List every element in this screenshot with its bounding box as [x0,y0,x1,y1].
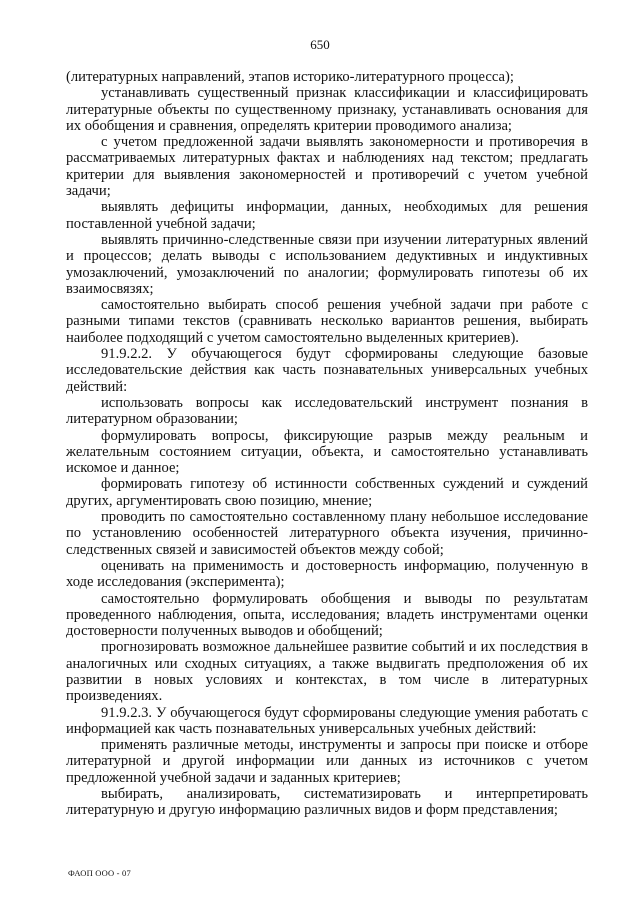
paragraph: прогнозировать возможное дальнейшее развитие событий и их последствия в аналогичных или сходных ситуациях, а также выдвигать предположения об их развитии в новых условиях и контекстах, в том числе в литературных произведениях. [66,639,588,705]
paragraph: применять различные методы, инструменты и запросы при поиске и отборе литературной и другой информации или данных из источников с учетом предложенной учебной задачи и заданных критериев; [66,737,588,786]
paragraph: формировать гипотезу об истинности собственных суждений и суждений других, аргументировать свою позицию, мнение; [66,476,588,509]
paragraph: самостоятельно формулировать обобщения и выводы по результатам проведенного наблюдения, опыта, исследования; владеть инструментами оценки достоверности полученных выводов и обобщений; [66,590,588,640]
paragraph: оценивать на применимость и достоверность информацию, полученную в ходе исследования (эксперимента); [66,557,588,591]
paragraph: проводить по самостоятельно составленному плану небольшое исследование по установлению особенностей литературного объекта изучения, причинно-следственных связей и зависимостей объектов между собой; [66,509,588,558]
footer-code: ФАОП ООО - 07 [68,868,131,878]
section-paragraph: 91.9.2.2. У обучающегося будут сформированы следующие базовые исследовательские действия как часть познавательных универсальных учебных действий: [66,346,588,395]
paragraph: выбирать, анализировать, систематизировать и интерпретировать литературную и другую информацию различных видов и форм представления; [66,786,588,819]
paragraph: (литературных направлений, этапов историко-литературного процесса); [66,69,514,85]
page-number: 650 [310,37,330,52]
paragraph: использовать вопросы как исследовательский инструмент познания в литературном образовании; [66,394,588,428]
section-paragraph: 91.9.2.3. У обучающегося будут сформированы следующие умения работать с информацией как часть познавательных универсальных учебных действий: [66,704,588,737]
paragraph: выявлять причинно-следственные связи при изучении литературных явлений и процессов; делать выводы с использованием дедуктивных и индуктивных умозаключений, умозаключений по аналогии; формулировать гипотезы об их взаимосвязях; [66,231,588,297]
paragraph: устанавливать существенный признак классификации и классифицировать литературные объекты по существенному признаку, устанавливать основания для их обобщения и сравнения, определять критерии проводимого анализа; [66,85,588,134]
document-body [66,69,588,819]
paragraph: с учетом предложенной задачи выявлять закономерности и противоречия в рассматриваемых литературных фактах и наблюдениях над текстом; предлагать критерии для выявления закономерностей и противоречий с учетом учебной задачи; [66,134,588,200]
paragraph: самостоятельно выбирать способ решения учебной задачи при работе с разными типами текстов (сравнивать несколько вариантов решения, выбирать наиболее подходящий с учетом самостоятельно выделенных критериев). [66,297,588,346]
paragraph: выявлять дефициты информации, данных, необходимых для решения поставленной учебной задачи; [66,199,588,232]
paragraph: формулировать вопросы, фиксирующие разрыв между реальным и желательным состоянием ситуации, объекта, и самостоятельно устанавливать искомое и данное; [66,427,588,477]
